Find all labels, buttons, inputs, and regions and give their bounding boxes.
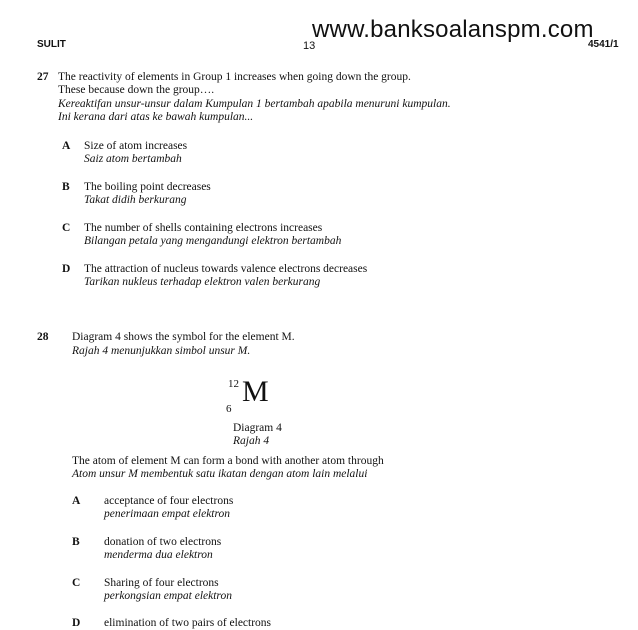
question-text-ms: Kereaktifan unsur-unsur dalam Kumpulan 1 bertambah apabila menuruni kumpulan. (58, 98, 451, 110)
question-stem-ms: Atom unsur M membentuk satu ikatan dengan atom lain melalui (72, 468, 368, 480)
option-text-ms: penerimaan empat elektron (104, 508, 231, 520)
watermark-url: www.banksoalanspm.com (312, 16, 594, 43)
option-text-en: The boiling point decreases (84, 181, 211, 193)
diagram-caption-ms: Rajah 4 (233, 435, 270, 447)
option-text-en: Sharing of four electrons (104, 577, 219, 589)
page-number: 13 (303, 40, 316, 52)
header-sulit: SULIT (37, 39, 66, 50)
question-text-ms-2: Ini kerana dari atas ke bawah kumpulan... (58, 111, 254, 123)
option-letter: B (62, 181, 70, 193)
question-stem-en: The atom of element M can form a bond with another atom through (72, 455, 384, 467)
option-letter: C (62, 222, 71, 234)
option-letter: D (72, 617, 81, 629)
question-number: 27 (37, 71, 49, 83)
option-text-en: donation of two electrons (104, 536, 222, 548)
option-text-en: acceptance of four electrons (104, 495, 234, 507)
question-text-en: The reactivity of elements in Group 1 increases when going down the group. (58, 71, 411, 83)
option-letter: A (72, 495, 81, 507)
paper-code: 4541/1 (588, 39, 619, 50)
option-letter: C (72, 577, 81, 589)
question-text-en-2: These because down the group…. (58, 84, 215, 96)
option-text-ms: Saiz atom bertambah (84, 153, 182, 165)
question-text-en: Diagram 4 shows the symbol for the element M. (72, 331, 295, 343)
option-text-en: Size of atom increases (84, 140, 188, 152)
option-letter: D (62, 263, 71, 275)
option-text-ms: Takat didih berkurang (84, 194, 187, 206)
option-text-ms: perkongsian empat elektron (104, 590, 232, 602)
diagram-caption-en: Diagram 4 (233, 422, 282, 434)
option-text-ms: menderma dua elektron (104, 549, 213, 561)
mass-number: 12 (228, 378, 239, 390)
option-text-en: elimination of two pairs of electrons (104, 617, 272, 629)
option-text-ms: Tarikan nukleus terhadap elektron valen berkurang (84, 276, 321, 288)
question-number: 28 (37, 331, 49, 343)
option-text-en: The attraction of nucleus towards valence electrons decreases (84, 263, 368, 275)
element-symbol: M (242, 375, 269, 408)
option-letter: A (62, 140, 71, 152)
question-text-ms: Rajah 4 menunjukkan simbol unsur M. (72, 345, 251, 357)
proton-number: 6 (226, 403, 232, 415)
option-letter: B (72, 536, 80, 548)
option-text-en: The number of shells containing electrons increases (84, 222, 323, 234)
option-text-ms: Bilangan petala yang mengandungi elektron bertambah (84, 235, 342, 247)
